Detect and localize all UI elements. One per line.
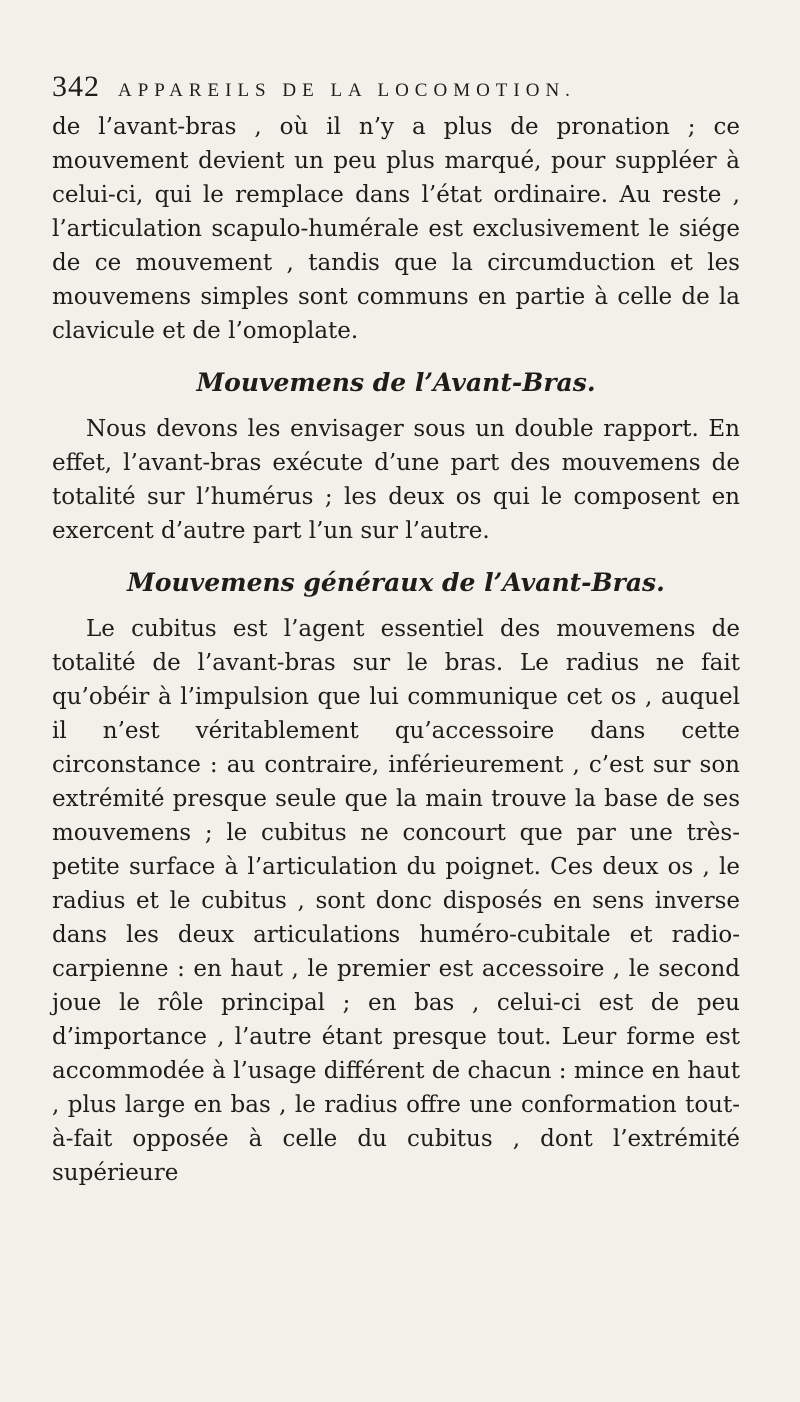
paragraph-double-rapport: Nous devons les envisager sous un double rapport. En effet, l’avant-bras exécute d’une part des mouvemens de totalité sur l’humérus ; les deux os qui le composent en exercent d’autre part l’un sur l’autre. (52, 416, 740, 544)
running-head (52, 70, 740, 104)
section-heading-general-movements: Mouvemens généraux de l’Avant-Bras. (127, 568, 665, 597)
running-title: APPAREILS DE LA LOCOMOTION. (118, 80, 576, 101)
page-number: 342 (52, 70, 100, 103)
paragraph-continuation: de l’avant-bras , où il n’y a plus de pronation ; ce mouvement devient un peu plus marqué, pour suppléer à celui-ci, qui le remplace dans l’état ordinaire. Au reste , l’articulation scapulo-humérale est exclusivement le siége de ce mouvement , tandis que la circumduction et les mouvemens simples sont communs en partie à celle de la clavicule et de l’omoplate. (52, 114, 740, 344)
section-heading-forearm-movements: Mouvemens de l’Avant-Bras. (196, 368, 596, 397)
paragraph-cubitus-radius: Le cubitus est l’agent essentiel des mouvemens de totalité de l’avant-bras sur le bras. Le radius ne fait qu’obéir à l’impulsion que lui communique cet os , auquel il n’est véritablement qu’accessoire dans cette circonstance : au contraire, inférieurement , c’est sur son extrémité presque seule que la main trouve la base de ses mouvemens ; le cubitus ne concourt que par une très-petite surface à l’articulation du poignet. Ces deux os , le radius et le cubitus , sont donc disposés en sens inverse dans les deux articulations huméro-cubitale et radio-carpienne : en haut , le premier est accessoire , le second joue le rôle principal ; en bas , celui-ci est de peu d’importance , l’autre étant presque tout. Leur forme est accommodée à l’usage différent de chacun : mince en haut , plus large en bas , le radius offre une conformation tout-à-fait opposée à celle du cubitus , dont l’extrémité supérieure (52, 616, 740, 1186)
